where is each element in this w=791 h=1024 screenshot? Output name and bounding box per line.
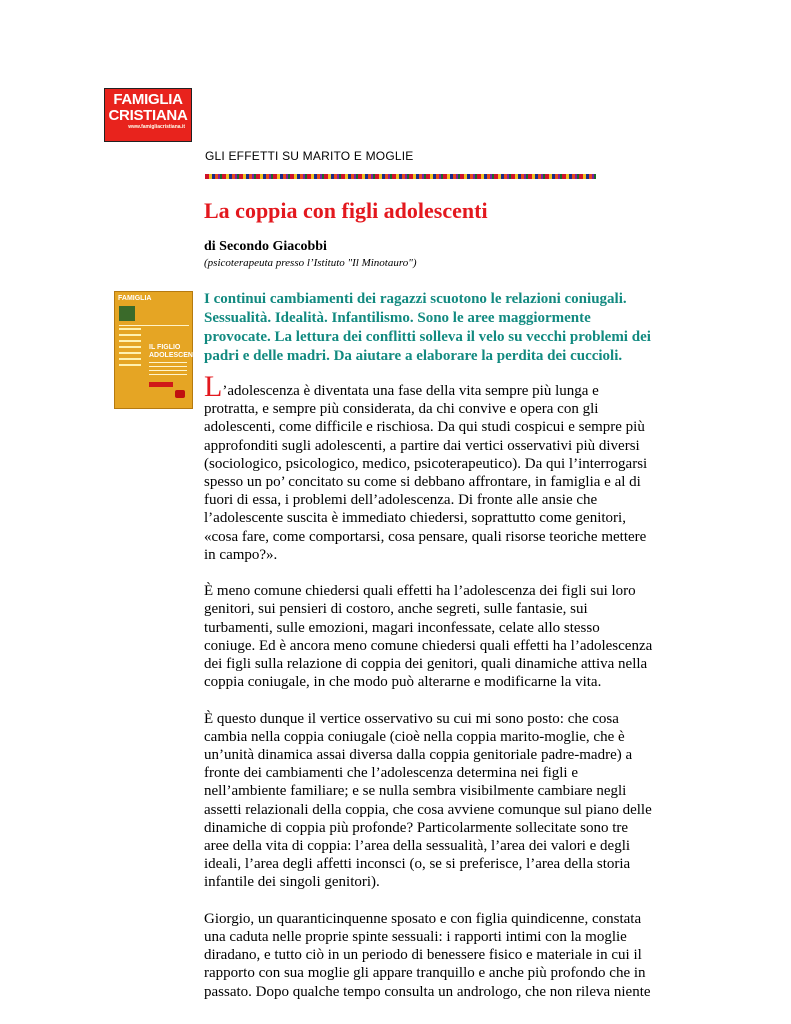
book-cover-image [114, 291, 202, 409]
article-author: di Secondo Giacobbi [204, 239, 327, 254]
cover-red-band [149, 382, 173, 387]
cover-subtitle-lines [149, 362, 187, 378]
article-body [204, 370, 654, 1019]
famiglia-cristiana-logo[interactable] [104, 88, 192, 142]
decorative-color-bar [205, 174, 596, 179]
paragraph-2: È meno comune chiedersi quali effetti ha l’adolescenza dei figli sui loro genitori, sui pensieri di costoro, anche segreti, sulle fantasie, sui turbamenti, sulle emozioni, magari inconfessate, celate allo stesso coniuge. Ed è ancora meno comune chiedersi quali effetti ha l’adolescenza dei figli sulla relazione di coppia dei genitori, quali dinamiche attiva nella coppia coniugale, in che modo può alterarne e modificarne la vita. [204, 583, 653, 691]
publisher-mark-icon [175, 390, 185, 398]
logo-line-2: CRISTIANA [108, 107, 188, 124]
cover-title: IL FIGLIO ADOLESCENTE [149, 344, 202, 359]
drop-cap: L [204, 370, 223, 403]
logo-line-1: FAMIGLIA [113, 91, 183, 108]
cover-text-lines [119, 328, 141, 370]
paragraph-1: L’adolescenza è diventata una fase della vita sempre più lunga e protratta, e sempre più considerata, da chi convive e opera con gli adolescenti, come difficile e rischiosa. Da qui studi cospicui e sempre più approfonditi sugli adolescenti, a partire dai vertici osservativi più diversi (sociologico, psicologico, medico, psicoterapeutico). Da qui l’interrogarsi spesso un po’ concitato su come si debbano affrontare, in famiglia e al di fuori di essa, i problemi dell’adolescenza. Di fronte alle ansie che l’adolescente suscita è immediato chiedersi, soprattutto come genitori, «cosa fare, come comportarsi, cosa pensare, quali risorse teoriche mettere in campo?». [204, 370, 648, 563]
article-title: La coppia con figli adolescenti [204, 198, 488, 223]
section-label: GLI EFFETTI SU MARITO E MOGLIE [205, 149, 414, 163]
paragraph-3: È questo dunque il vertice osservativo su cui mi sono posto: che cosa cambia nella coppia coniugale (cioè nella coppia marito-moglie, che è un’unità dinamica assai diversa dalla coppia genitoriale padre-madre) a fronte dei cambiamenti che l’adolescenza determina nei figli e nell’ambiente familiare; e se nulla sembra visibilmente cambiare negli assetti relazionali della coppia, che cosa avviene comunque sul piano delle dinamiche di coppia più profonde? Particolarmente sollecitate sono tre aree della vita di coppia: l’area della sessualità, l’area dei valori e degli ideali, l’area degli affetti inconsci (o, se si preferisce, l’area della storia infantile dei singoli genitori). [204, 710, 652, 891]
author-affiliation: (psicoterapeuta presso l’Istituto "Il Minotauro") [204, 257, 417, 269]
paragraph-4: Giorgio, un quaranticinquenne sposato e con figlia quindicenne, constata una caduta nelle proprie spinte sessuali: i rapporti intimi con la moglie diradano, e tutto ciò in un periodo di benessere fisico e materiale in cui il rapporto con sua moglie gli appare tranquillo e anche più profondo che in passato. Dopo qualche tempo consulta un andrologo, che non rileva niente [204, 910, 651, 1000]
logo-url: www.famigliacristiana.it [128, 124, 185, 130]
article-lead: I continui cambiamenti dei ragazzi scuotono le relazioni coniugali. Sessualità. Idealità. Infantilismo. Sono le aree maggiormente provocate. La lettura dei conflitti solleva il velo su vecchi problemi dei padri e delle madri. Da aiutare a elaborare la perdita dei cuccioli. [204, 291, 651, 364]
cover-brand: FAMIGLIA [118, 295, 152, 302]
cover-square [119, 306, 135, 321]
